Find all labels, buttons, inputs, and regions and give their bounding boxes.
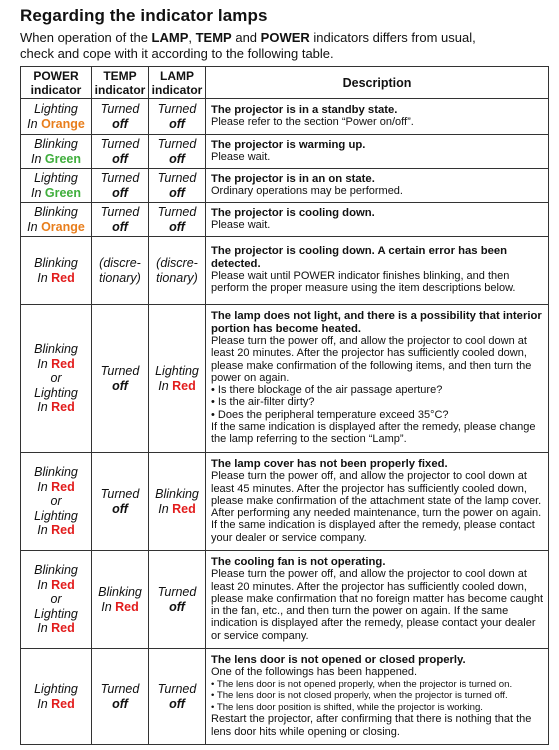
power-indicator-line: Lighting xyxy=(34,385,78,400)
power-indicator-line: Lighting xyxy=(34,606,78,621)
lamp-indicator-color-word: Red xyxy=(172,378,196,393)
lamp-indicator-line: Blinking xyxy=(155,487,199,501)
power-indicator-line: or xyxy=(50,592,62,607)
lamp-indicator-line: off xyxy=(169,151,185,166)
power-indicator-line: In Red xyxy=(37,577,75,592)
power-indicator-line: Lighting xyxy=(34,171,78,185)
table-row xyxy=(21,649,549,745)
description-bullet: • The lens door is not opened properly, when the projector is turned on. xyxy=(211,678,513,690)
power-indicator-line: Blinking xyxy=(34,256,78,270)
power-indicator-cell xyxy=(21,551,92,649)
lamp-indicator-line: Lighting xyxy=(155,364,199,378)
description-heading: The lens door is not opened or closed properly. xyxy=(211,654,466,667)
power-indicator-cell xyxy=(21,649,92,745)
intro-part1: When operation of the xyxy=(20,30,152,45)
temp-indicator-line: off xyxy=(112,378,128,393)
lamp-indicator-cell xyxy=(149,99,206,135)
lamp-indicator-line: off xyxy=(169,219,185,234)
table-body xyxy=(21,99,549,745)
description-text: Please wait. xyxy=(211,219,271,231)
power-indicator-line: In Orange xyxy=(27,116,85,131)
description-text: If the same indication is displayed after the remedy, please change the lamp referring to the section “Lamp”. xyxy=(211,421,536,446)
header-power-line2: indicator xyxy=(30,82,82,97)
power-indicator-color-word: Red xyxy=(51,400,75,415)
power-indicator-line: Blinking xyxy=(34,342,78,357)
description-cell xyxy=(206,453,549,551)
description-heading: The lamp cover has not been properly fixed. xyxy=(211,457,448,470)
description-bullet: • The lens door is not closed properly, when the projector is turned off. xyxy=(211,690,508,702)
header-description: Description xyxy=(206,67,549,99)
temp-indicator-color-word: Red xyxy=(115,599,139,614)
power-indicator-line: In Red xyxy=(37,270,75,285)
description-text: Restart the projector, after confirming that there is nothing that the lens door hits while opening or closing. xyxy=(211,713,532,738)
power-indicator-line: Lighting xyxy=(34,508,78,523)
lamp-indicator-cell xyxy=(149,169,206,203)
intro-line2: check and cope with it according to the following table. xyxy=(20,46,334,61)
lamp-indicator-line: off xyxy=(169,116,185,131)
header-lamp xyxy=(149,67,206,99)
temp-indicator-line: Turned xyxy=(100,171,140,185)
description-cell xyxy=(206,135,549,169)
temp-indicator-line: Turned xyxy=(100,137,140,151)
description-heading: The projector is cooling down. xyxy=(211,206,375,219)
power-indicator-line: In Red xyxy=(37,400,75,415)
power-indicator-color-word: Red xyxy=(51,479,75,494)
table-row xyxy=(21,551,549,649)
header-temp-line2: indicator xyxy=(94,82,146,97)
lamp-indicator-line: In Red xyxy=(158,501,196,516)
power-indicator-cell xyxy=(21,305,92,453)
power-indicator-cell xyxy=(21,203,92,237)
description-cell xyxy=(206,237,549,305)
power-indicator-color-word: Red xyxy=(51,621,75,636)
lamp-indicator-line: In Red xyxy=(158,378,196,393)
description-text: • Does the peripheral temperature exceed 35°C? xyxy=(211,408,449,421)
temp-indicator-line: Blinking xyxy=(98,585,142,599)
temp-indicator-cell xyxy=(92,453,149,551)
intro-sep1: , xyxy=(188,30,196,45)
page-title: Regarding the indicator lamps xyxy=(20,6,268,25)
table-row xyxy=(21,305,549,453)
header-lamp-line2: indicator xyxy=(151,82,203,97)
description-text: • Is there blockage of the air passage aperture? xyxy=(211,384,443,397)
intro-text xyxy=(20,30,545,62)
power-indicator-color-word: Red xyxy=(51,356,75,371)
temp-indicator-line: Turned xyxy=(100,205,140,219)
lamp-indicator-cell xyxy=(149,453,206,551)
temp-indicator-line: Turned xyxy=(100,102,140,116)
temp-indicator-line: off xyxy=(112,116,128,131)
temp-indicator-cell xyxy=(92,203,149,237)
header-temp xyxy=(92,67,149,99)
description-text: Please turn the power off, and allow the projector to cool down at least 20 minutes. After the projector has sufficiently cooled down, please make confirmation of the following items, and then turn the power on again. xyxy=(211,334,532,384)
table-row xyxy=(21,99,549,135)
temp-indicator-cell xyxy=(92,551,149,649)
power-indicator-color-word: Green xyxy=(44,151,82,166)
power-indicator-cell xyxy=(21,135,92,169)
temp-indicator-line: In Red xyxy=(101,599,139,614)
temp-indicator-line: Turned xyxy=(100,682,140,696)
lamp-indicator-line: tionary) xyxy=(156,270,198,285)
power-indicator-line: In Red xyxy=(37,621,75,636)
table-header-row xyxy=(21,67,549,99)
power-indicator-line: In Red xyxy=(37,479,75,494)
lamp-indicator-line: off xyxy=(169,185,185,200)
table-row xyxy=(21,237,549,305)
temp-indicator-cell xyxy=(92,99,149,135)
table-row xyxy=(21,135,549,169)
description-bullet: • The lens door position is shifted, while the projector is working. xyxy=(211,701,483,713)
lamp-indicator-line: Turned xyxy=(157,205,197,219)
description-heading: The projector is in an on state. xyxy=(211,172,375,185)
lamp-indicator-cell xyxy=(149,135,206,169)
power-indicator-cell xyxy=(21,99,92,135)
intro-lamp: LAMP xyxy=(151,30,189,45)
description-cell xyxy=(206,551,549,649)
description-cell xyxy=(206,169,549,203)
power-indicator-color-word: Red xyxy=(51,270,75,285)
lamp-indicator-cell xyxy=(149,203,206,237)
power-indicator-line: In Green xyxy=(30,151,82,166)
temp-indicator-line: off xyxy=(112,185,128,200)
intro-part3: indicators differs from usual, xyxy=(309,30,476,45)
power-indicator-cell xyxy=(21,453,92,551)
description-cell xyxy=(206,305,549,453)
lamp-indicator-line: off xyxy=(169,696,185,711)
power-indicator-line: Lighting xyxy=(34,682,78,696)
power-indicator-color-word: Red xyxy=(51,696,75,711)
description-text: Please turn the power off, and allow the projector to cool down at least 45 minutes. After the projector has sufficiently cooled down, please make confirmation of the attachment state of the lamp cover. After performing any needed maintenance, turn the power on again. If the same indication is displayed after the remedy, please contact your dealer or service company. xyxy=(211,470,542,544)
intro-part2: and xyxy=(231,30,261,45)
lamp-indicator-color-word: Red xyxy=(172,501,196,516)
intro-temp: TEMP xyxy=(195,30,232,45)
description-text: Please turn the power off, and allow the projector to cool down at least 20 minutes. After the projector has sufficiently cooled down, please make confirmation that no foreign matter has become caught in the fan, etc., and then turn the power on again. If the same indication is displayed after the remedy, please contact your dealer or service company. xyxy=(211,568,544,642)
lamp-indicator-line: (discre- xyxy=(156,256,198,270)
description-heading: The projector is cooling down. A certain error has been detected. xyxy=(211,245,508,270)
power-indicator-line: In Red xyxy=(37,356,75,371)
lamp-indicator-line: Turned xyxy=(157,102,197,116)
power-indicator-line: In Green xyxy=(30,185,82,200)
power-indicator-color-word: Red xyxy=(51,577,75,592)
lamp-indicator-line: Turned xyxy=(157,137,197,151)
temp-indicator-line: Turned xyxy=(100,364,140,378)
power-indicator-cell xyxy=(21,237,92,305)
temp-indicator-line: (discre- xyxy=(99,256,141,270)
power-indicator-cell xyxy=(21,169,92,203)
temp-indicator-cell xyxy=(92,649,149,745)
temp-indicator-cell xyxy=(92,169,149,203)
power-indicator-color-word: Orange xyxy=(41,116,85,131)
power-indicator-line: Blinking xyxy=(34,563,78,578)
indicator-table xyxy=(20,66,549,745)
power-indicator-line: Blinking xyxy=(34,205,78,219)
temp-indicator-line: off xyxy=(112,151,128,166)
power-indicator-line: Blinking xyxy=(34,465,78,480)
temp-indicator-line: off xyxy=(112,219,128,234)
power-indicator-line: In Red xyxy=(37,523,75,538)
description-heading: The cooling fan is not operating. xyxy=(211,555,386,568)
temp-indicator-line: Turned xyxy=(100,487,140,501)
power-indicator-line: Blinking xyxy=(34,137,78,151)
header-power-line1: POWER xyxy=(33,68,79,83)
power-indicator-color-word: Red xyxy=(51,523,75,538)
power-indicator-line: In Orange xyxy=(27,219,85,234)
intro-power: POWER xyxy=(260,30,310,45)
description-cell xyxy=(206,203,549,237)
description-text: Please refer to the section “Power on/off”. xyxy=(211,116,414,128)
temp-indicator-cell xyxy=(92,135,149,169)
power-indicator-line: or xyxy=(50,371,62,386)
temp-indicator-line: off xyxy=(112,696,128,711)
description-heading: The lamp does not light, and there is a possibility that interior portion has become heated. xyxy=(211,310,542,335)
description-text: Ordinary operations may be performed. xyxy=(211,185,403,197)
header-power xyxy=(21,67,92,99)
description-text: • Is the air-filter dirty? xyxy=(211,396,315,409)
lamp-indicator-cell xyxy=(149,551,206,649)
description-heading: The projector is warming up. xyxy=(211,138,366,151)
description-heading: The projector is in a standby state. xyxy=(211,103,398,116)
lamp-indicator-cell xyxy=(149,237,206,305)
table-row xyxy=(21,203,549,237)
temp-indicator-cell xyxy=(92,305,149,453)
table-row xyxy=(21,453,549,551)
lamp-indicator-cell xyxy=(149,305,206,453)
temp-indicator-line: tionary) xyxy=(99,270,141,285)
power-indicator-line: In Red xyxy=(37,696,75,711)
lamp-indicator-cell xyxy=(149,649,206,745)
lamp-indicator-line: Turned xyxy=(157,682,197,696)
description-text: Please wait until POWER indicator finishes blinking, and then perform the proper measure using the item descriptions below. xyxy=(211,270,516,295)
header-temp-line1: TEMP xyxy=(103,68,137,83)
description-cell xyxy=(206,99,549,135)
lamp-indicator-line: Turned xyxy=(157,171,197,185)
header-lamp-line1: LAMP xyxy=(160,68,194,83)
temp-indicator-cell xyxy=(92,237,149,305)
description-text: Please wait. xyxy=(211,151,271,163)
power-indicator-line: or xyxy=(50,494,62,509)
power-indicator-line: Lighting xyxy=(34,102,78,116)
lamp-indicator-line: off xyxy=(169,599,185,614)
table-row xyxy=(21,169,549,203)
description-text: One of the followings has been happened. xyxy=(211,666,418,679)
power-indicator-color-word: Orange xyxy=(41,219,85,234)
description-cell xyxy=(206,649,549,745)
lamp-indicator-line: Turned xyxy=(157,585,197,599)
temp-indicator-line: off xyxy=(112,501,128,516)
power-indicator-color-word: Green xyxy=(44,185,82,200)
